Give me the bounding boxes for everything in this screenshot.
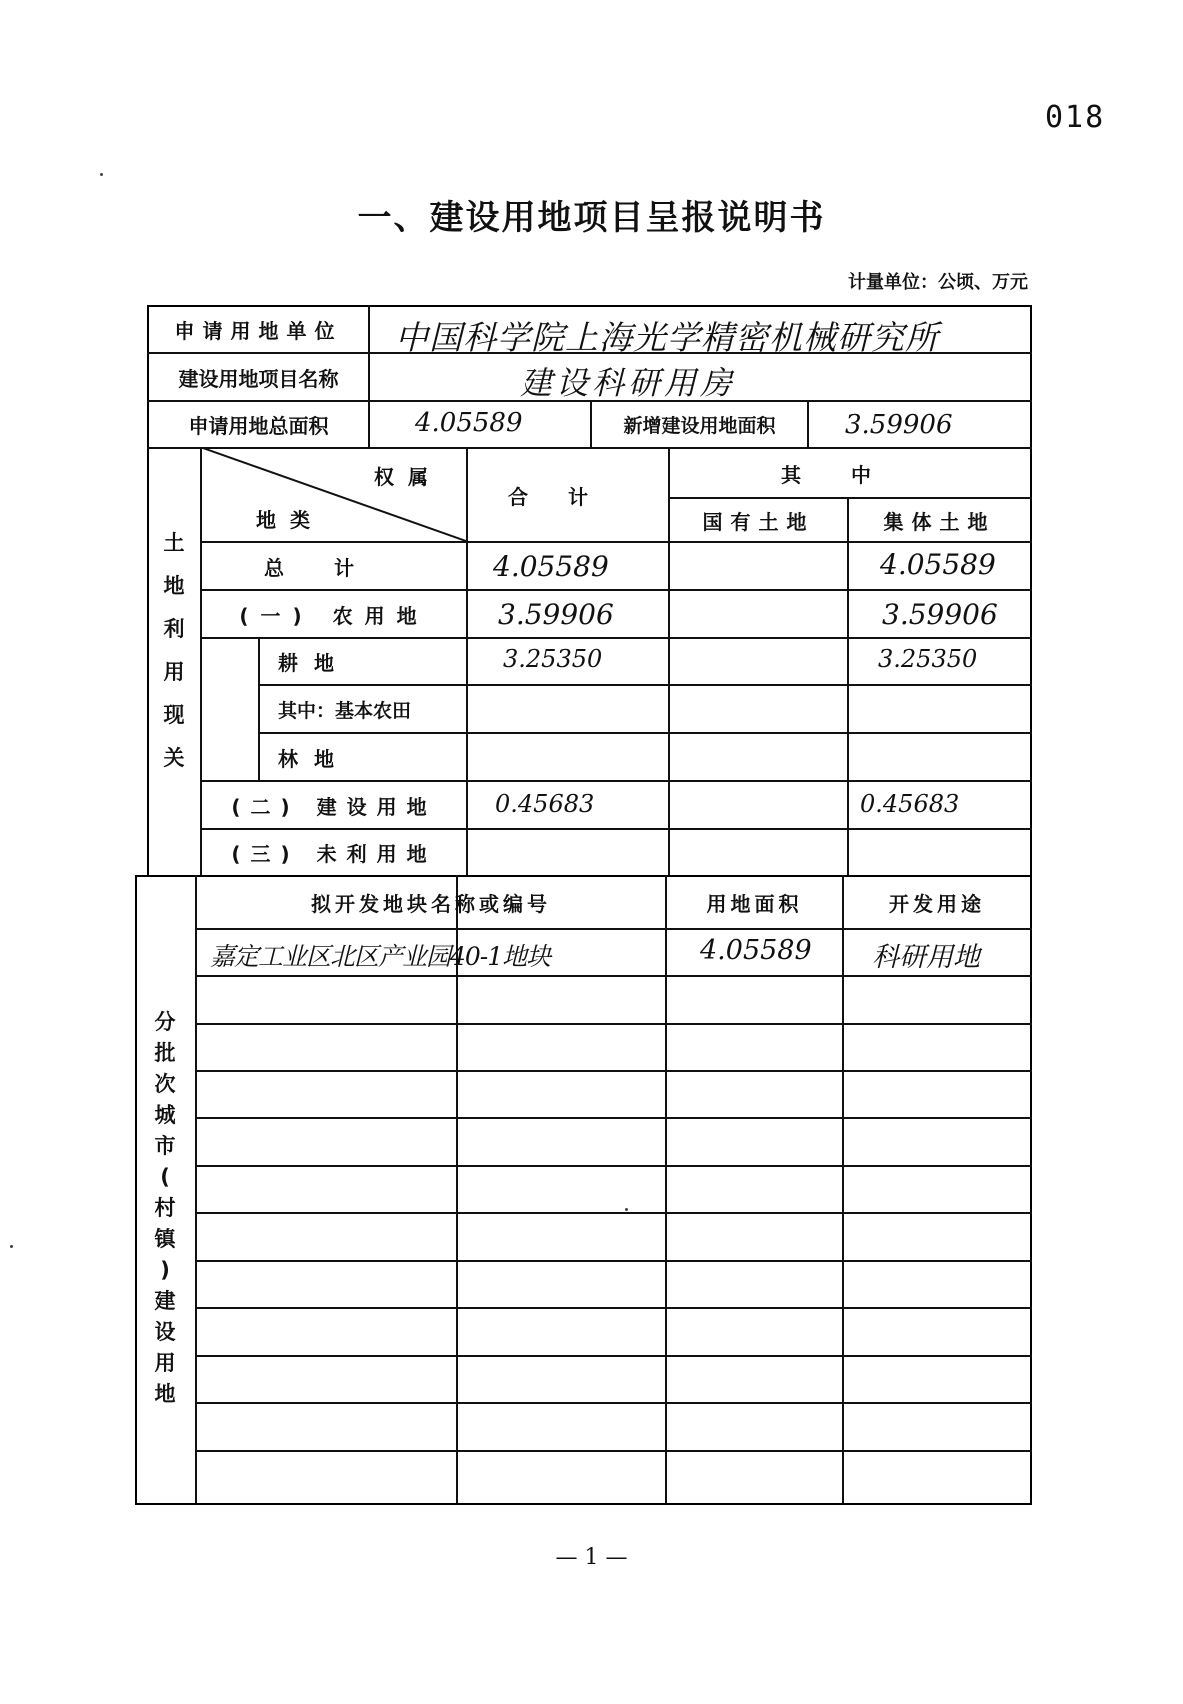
new-area-label: 新增建设用地面积 [623,415,776,437]
batch-row-area: 4.05589 [700,935,812,966]
document-title: 一、建设用地项目呈报说明书 [357,198,826,238]
applicant-value: 中国科学院上海光学精密机械研究所 [395,318,939,357]
row-forest-label: 林地 [278,746,350,771]
project-label: 建设用地项目名称 [178,366,339,391]
row-agri-value: 3.59906 [498,598,614,631]
total-area-label: 申请用地总面积 [188,414,329,438]
col-total: 合计 [508,484,628,509]
row-unused-label: (三) 未利用地 [231,842,437,866]
batch-section-label: 分 批 次 城 市 ( 村 镇 ) 建 设 用 地 [154,1010,176,1406]
row-construction-collective: 0.45683 [860,790,960,818]
row-agri-label: (一) 农用地 [239,603,429,628]
scan-speck [100,173,103,176]
row-cultivated-value: 3.25350 [503,645,603,673]
row-cultivated-label: 耕地 [278,651,350,675]
row-construction-value: 0.45683 [495,790,595,818]
units-note: 计量单位：公顷、万元 [848,272,1028,293]
col-plot: 拟开发地块名称或编号 [311,892,551,916]
row-total-label: 总计 [264,555,404,580]
new-area-value: 3.59906 [845,410,953,440]
footer-page-number: — 1 — [555,1545,628,1570]
batch-row-plot: 嘉定工业区北区产业园40-1地块 [210,942,551,971]
col-use: 开发用途 [889,892,985,916]
col-area: 用地面积 [706,892,803,916]
col-state: 国有土地 [702,509,815,534]
row-construction-label: (二) 建设用地 [231,794,437,819]
applicant-label: 申请用地单位 [174,319,343,343]
row-cultivated-collective: 3.25350 [878,645,978,673]
scan-speck [10,1245,13,1248]
project-value: 建设科研用房 [520,364,737,402]
row-total-collective: 4.05589 [880,548,996,581]
col-collective: 集体土地 [883,509,996,534]
row-agri-collective: 3.59906 [882,598,998,631]
row-basic-farmland-label: 其中：基本农田 [278,699,412,722]
row-total-value: 4.05589 [493,550,609,583]
scan-speck [625,1208,628,1211]
corner-ownership: 权属 [374,464,442,489]
col-of-which: 其中 [781,462,921,487]
page-number-top: 018 [1045,100,1106,135]
corner-category: 地类 [256,507,324,532]
land-use-section-label: 土 地 利 用 现 关 [163,531,185,770]
total-area-value: 4.05589 [415,408,523,438]
batch-row-use: 科研用地 [872,942,980,973]
